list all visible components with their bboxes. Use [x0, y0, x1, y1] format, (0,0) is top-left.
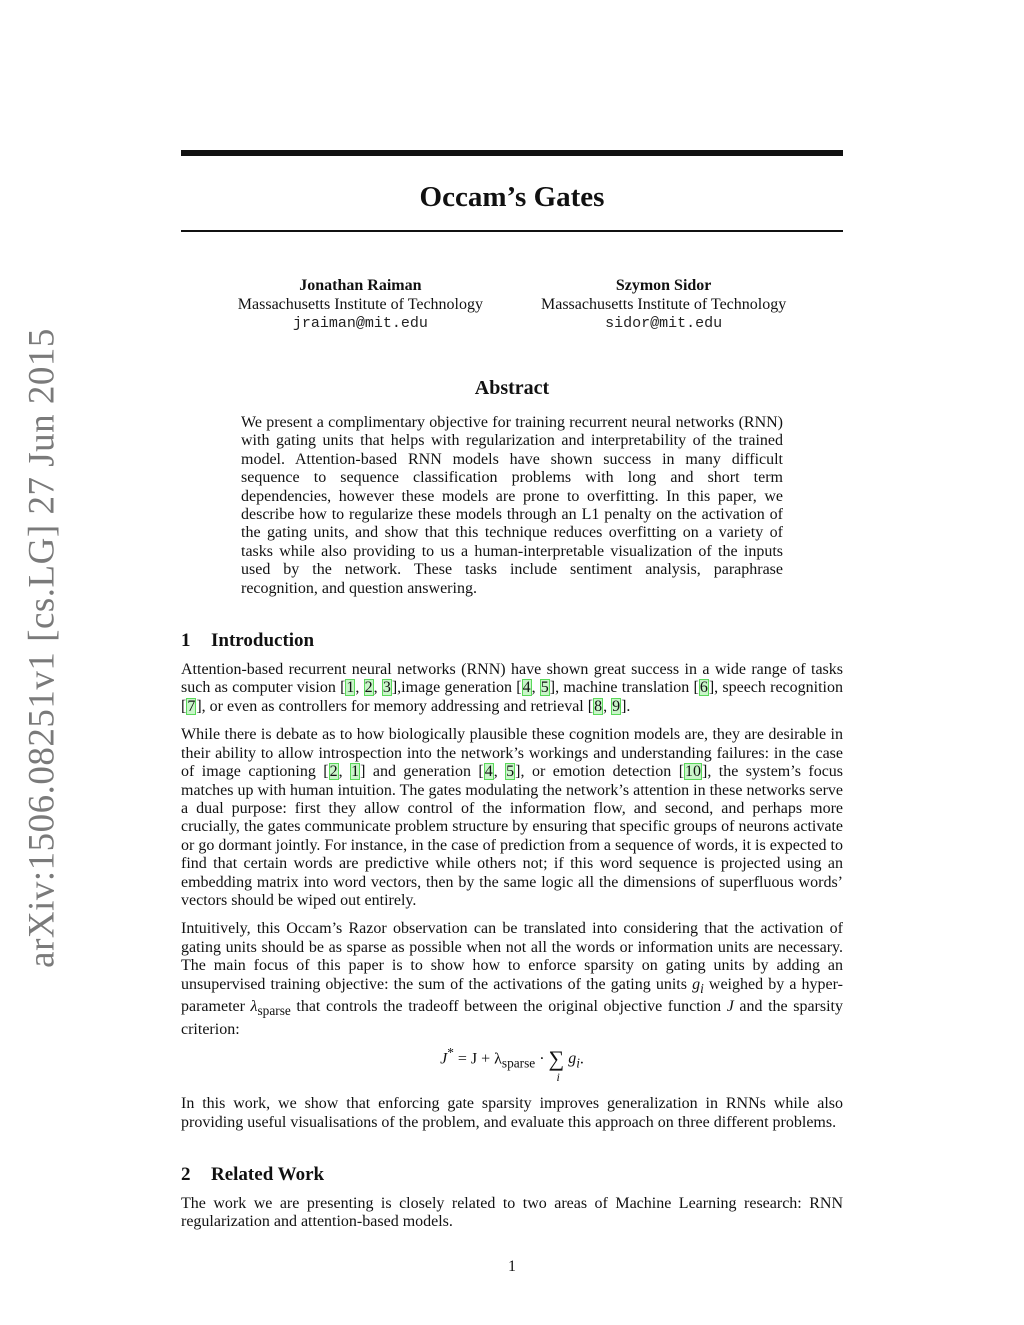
paper-title: Occam’s Gates [419, 181, 605, 213]
section-title: Introduction [211, 630, 315, 652]
equation-term: g [568, 1050, 577, 1068]
author-name: Jonathan Raiman [299, 277, 422, 294]
citation-link[interactable]: 5 [540, 679, 549, 697]
abstract-text: We present a complimentary objective for training recurrent neural networks (RNN) with gating units that helps with regularization and interpretability of the trained model. Attention-based RNN models have shown success in many difficult sequence to sequence classification problems with long and short term dependencies, however these models are prone to overfitting. In this paper, we describe how to regularize these models through an L1 penalty on the activation of the gating units, and show that this technique reduces overfitting on a variety of tasks while also providing to us a human-interpretable visualization of the inputs used by the network. These tasks include sentiment analysis, paraphrase recognition, and question answering. [241, 414, 783, 597]
citation-link[interactable]: 8 [594, 697, 603, 715]
citation-link[interactable]: 2 [364, 679, 373, 697]
sum-index: i [556, 1070, 560, 1085]
text-run: ], machine translation [ [549, 679, 699, 697]
equation-dot: · [535, 1050, 549, 1068]
intro-paragraph-1 [181, 661, 843, 716]
text-run: ], or even as controllers for memory addressing and retrieval [ [196, 697, 594, 715]
related-work-paragraph-1: The work we are presenting is closely related to two areas of Machine Learning research: RNN regularization and attention-based models. [181, 1194, 843, 1231]
text-run: , [603, 697, 612, 715]
arxiv-stamp: arXiv:1506.08251v1 [cs.LG] 27 Jun 2015 [21, 328, 63, 968]
intro-paragraph-2 [181, 726, 843, 910]
intro-paragraph-3 [181, 920, 843, 1039]
equation-lhs-sup: * [447, 1045, 454, 1061]
math-subscript: sparse [257, 1003, 291, 1019]
equation-term-sub: i [576, 1055, 580, 1071]
sparsity-equation [181, 1045, 843, 1085]
section-number: 2 [181, 1163, 191, 1185]
abstract-heading: Abstract [474, 377, 550, 399]
math-subscript: i [700, 980, 704, 996]
equation-lambda-sub: sparse [501, 1055, 536, 1071]
citation-link[interactable]: 9 [612, 697, 621, 715]
paper-page [181, 150, 843, 1232]
text-run: While there is debate as to how biologically plausible these cognition models are, they are desirable in their ability to allow introspection into the network’s workings and understanding failures: in the case of image captioning [ [181, 726, 843, 781]
author-2 [541, 276, 786, 333]
math-symbol: g [692, 975, 701, 993]
text-run: ] and generation [ [360, 763, 484, 781]
citation-link[interactable]: 2 [329, 763, 338, 781]
title-rule-bottom [181, 230, 843, 232]
citation-link[interactable]: 4 [484, 763, 493, 781]
text-run: , [338, 763, 351, 781]
citation-link[interactable]: 4 [522, 679, 531, 697]
text-run: ]. [621, 697, 631, 715]
author-1 [238, 276, 483, 333]
equation-end: . [579, 1050, 584, 1068]
equation-lhs: J [440, 1050, 448, 1068]
author-email[interactable]: jraiman@mit.edu [292, 315, 428, 332]
citation-link[interactable]: 10 [685, 763, 702, 781]
section-heading-introduction [181, 630, 843, 652]
author-affiliation: Massachusetts Institute of Technology [237, 296, 483, 313]
author-name: Szymon Sidor [615, 277, 712, 294]
citation-link[interactable]: 5 [506, 763, 515, 781]
text-run: , [493, 763, 506, 781]
author-affiliation: Massachusetts Institute of Technology [541, 296, 787, 313]
math-symbol: J [726, 998, 734, 1016]
text-run: and the sparsity criterion: [181, 998, 844, 1038]
author-email[interactable]: sidor@mit.edu [605, 315, 723, 332]
text-run: weighed by a hyper-parameter [181, 975, 843, 1016]
page-number: 1 [508, 1258, 516, 1275]
text-run: Intuitively, this Occam’s Razor observation can be translated into considering that the activation of gating units should be as sparse as possible when not all the words or information units are necessary. The main focus of this paper is to show how to enforce sparsity on gating units by adding an unsupervised training objective: the sum of the activations of the gating units [181, 920, 843, 993]
sum-symbol: ∑ [548, 1046, 565, 1072]
text-run: ], the system’s focus matches up with human intuition. The gates modulating the network’s attention in these networks serve a dual purpose: first they allow control of the information flow, and second, and perhaps more crucially, the gates communicate problem structure by ensuring that specific groups of neurons activate or go dormant jointly. For instance, in the case of prediction from a sequence of words, it is expected to find that certain words are predictive while others not; if this word sequence is projected using an embedding matrix into word vectors, then by the same logic all the dimensions of superfluous words’ vectors should be wiped out entirely. [181, 763, 844, 909]
math-symbol: λ [250, 998, 258, 1016]
text-run: , [355, 679, 364, 697]
intro-paragraph-4: In this work, we show that enforcing gate sparsity improves generalization in RNNs while also providing useful visualisations of the problem, and evaluate this approach on three different problems. [181, 1095, 843, 1131]
text-run: Attention-based recurrent neural networks (RNN) have shown great success in a wide range of tasks such as computer vision [ [181, 661, 843, 697]
text-run: , [531, 679, 540, 697]
citation-link[interactable]: 7 [187, 697, 196, 715]
text-run: , [373, 679, 382, 697]
author-block [181, 276, 843, 333]
section-heading-related-work [181, 1164, 843, 1186]
section-number: 1 [181, 630, 191, 652]
title-rule-top [181, 150, 843, 156]
text-run: that controls the tradeoff between the original objective function [290, 998, 727, 1016]
equation-eq: = J + λ [453, 1050, 502, 1068]
text-run: ], or emotion detection [ [515, 763, 685, 781]
text-run: ], speech recognition [ [181, 679, 843, 715]
citation-link[interactable]: 3 [382, 679, 391, 697]
section-title: Related Work [211, 1163, 325, 1185]
citation-link[interactable]: 1 [346, 679, 355, 697]
text-run: ],image generation [ [391, 679, 522, 697]
citation-link[interactable]: 6 [699, 679, 708, 697]
citation-link[interactable]: 1 [351, 763, 360, 781]
